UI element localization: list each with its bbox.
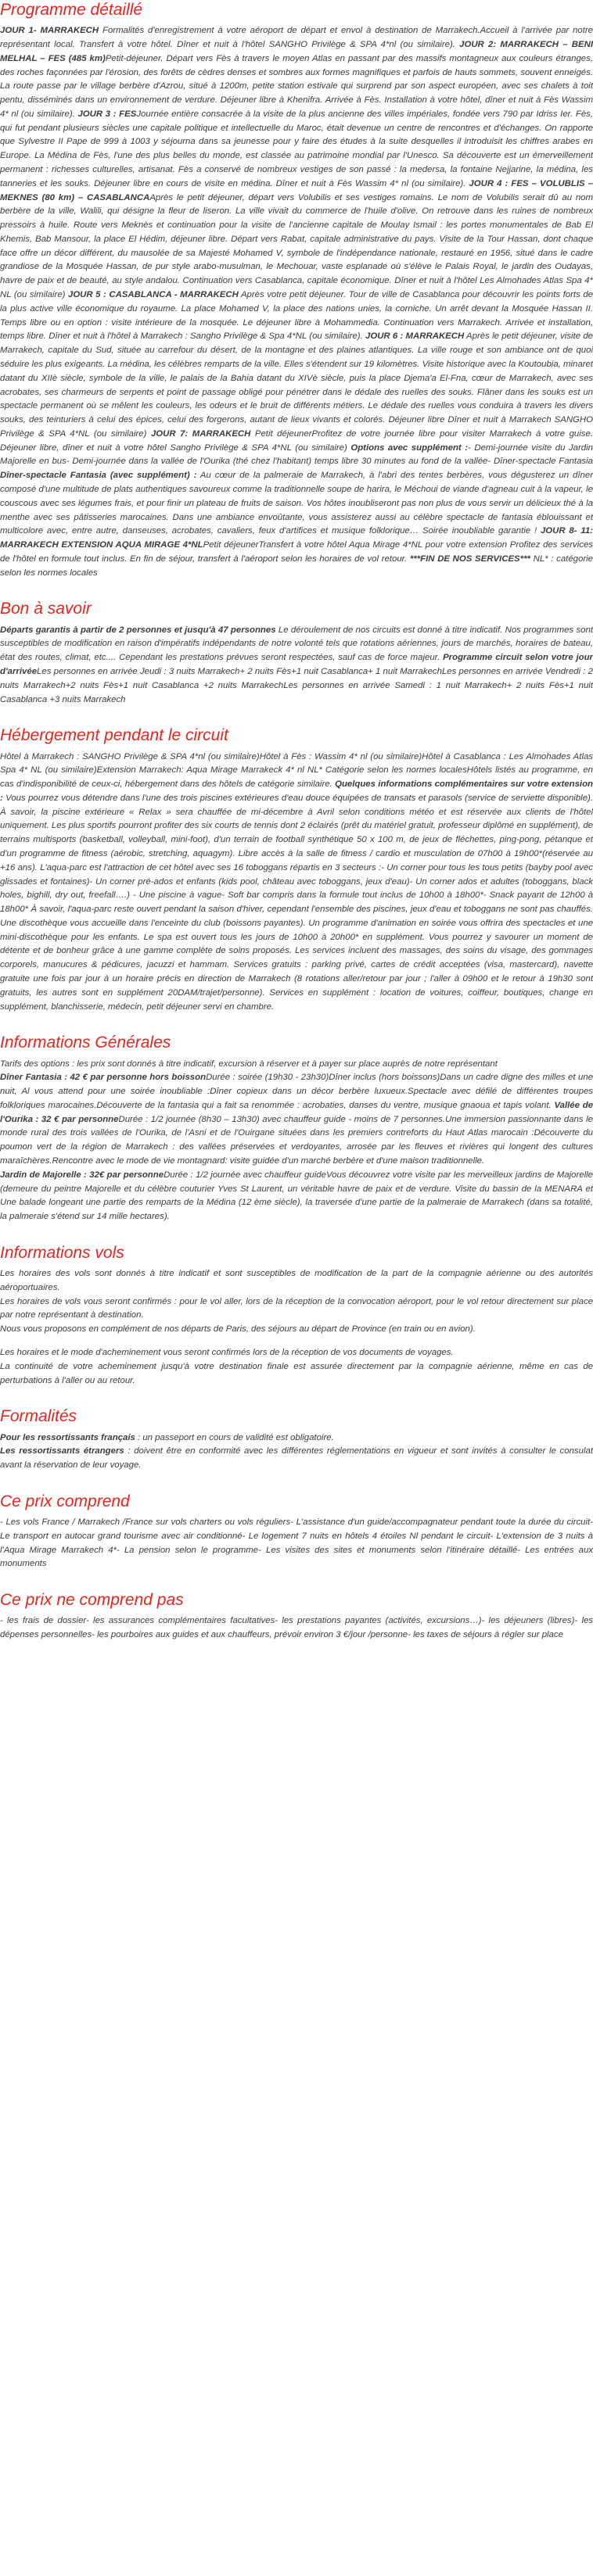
section-title: Bon à savoir xyxy=(0,600,92,618)
text-run: Nous vous proposons en complément de nos départs de Paris, des séjours au départ de Province (en train ou en avion). xyxy=(0,1324,476,1335)
bold-text: JOUR 6 : MARRAKECH xyxy=(365,331,465,342)
text-run: La continuité de votre acheminement jusqu'à votre destination finale est assurée directement par la compagnie aérienne, même en cas de perturbations à l'aller ou au retour. xyxy=(0,1361,593,1385)
bold-text: Vallée de l'Ourika : 32 € par personne xyxy=(0,1100,593,1124)
section-title: Informations Générales xyxy=(0,1034,171,1052)
section-title: Ce prix ne comprend pas xyxy=(0,1591,184,1610)
text-run: Les personnes en arrivée Jeudi : 3 nuits Marrakech+ 2 nuits Fès+1 nuit Casablanca+ 1 nuit MarrakechLes personnes en arrivée Vendredi : 2 nuits Marrakech+2 nuits Fès+1 nuit Casablanca +2 nuits MarrakechLes personnes en arrivée Samedi : 1 nuit Marrakech+ 2 nuits Fès+1 nuit Casablanca +3 nuits Marrakech xyxy=(0,666,593,704)
text-run: : un passeport en cours de validité est obligatoire. xyxy=(135,1432,334,1442)
bold-text: JOUR 7: MARRAKECH xyxy=(150,428,251,439)
text-run: Durée : 1/2 journée (8h30 – 13h30) avec chauffeur guide - moins de 7 personnes.Une immersion passionnante dans le monde rural des trois vallées de l'Ourika, de l'Asni et de l'Ouirgane situées dans les premiers contreforts du Haut Atlas marocain :Découverte du poumon vert de la région de Marrakech : des vallées préservées et verdoyantes, arrosée par les fleuves et rivières qui longent des cultures maraîchères.Rencontre avec le mode de vie montagnard: visite guidée d'un marché berbère et d'une maison traditionnelle. xyxy=(0,1114,593,1166)
text-run: Après le petit déjeuner, visite de Marrakech, capitale du Sud, située au carrefour du désert, de la montagne et des plaines atlantiques. La ville rouge et son ambiance ont de quoi séduire les plus exigeants. La médina, les célèbres remparts de la ville. Elles s'étendent sur 19 kilomètres. Visite historique avec la Koutoubia, minaret datant du XIIè siècle, symbole de la ville, le palais de la Bahia datant du XIVè siècle, puis la place Djema'a El-Fna, cœur de Marrakech, avec ses acrobates, ses charmeurs de serpents et point de passage obligé pour pénétrer dans le dédale des ruelles des souks. Flâner dans les souks est un spectacle permanent où se mêlent les couleurs, les odeurs et le bruit de différents métiers. Le dédale des ruelles vous conduira à travers les divers souks, des teinturiers à celui des épices, celui des forgerons, autant de lieux vivants et colorés. Déjeuner libre Dîner et nuit à Marrakech SANGHO Privilège & SPA 4*NL (ou similaire) xyxy=(0,331,593,439)
bold-text: Dîner-spectacle Fantasia (avec supplément) : xyxy=(0,471,197,481)
section-title: Ce prix comprend xyxy=(0,1492,130,1510)
section-hebergement-pendant-le-circuit xyxy=(0,724,593,1014)
section-title: Informations vols xyxy=(0,1243,124,1262)
section-formalites xyxy=(0,1405,593,1473)
bold-text: JOUR 2: MARRAKECH – BENI MELHAL – FES (485 km) xyxy=(0,39,593,63)
paragraph xyxy=(0,1431,593,1446)
bold-text: Départs garantis à partir de 2 personnes et jusqu'à 47 personnes xyxy=(0,625,279,635)
paragraph xyxy=(0,1169,593,1224)
text-run: Journée entière consacrée à la visite de la plus ancienne des villes impériales, fondée vers 790 par Idriss Ier. Fès, qui fut pendant plusieurs siècles une capitale politique et intellectuelle du Maroc, était devenue un centre de rencontres et d'échanges. On rapporte que Sylvestre II Pape de 999 à 1003 y séjourna dans sa jeunesse pour y faire des études à la suite desquelles il introduisit les chiffres arabes en Europe. La Médina de Fès, l'une des plus belles du monde, est classée au patrimoine mondial par l'Unesco. Sa découverte est un émerveillement permanent : richesses culturelles, artisanat. Fès a conservé de nombreux vestiges de son passé : la medersa, la fontaine Nejjarine, la médina, les tanneries et les souks. Déjeuner libre en cours de visite en médina. Dîner et nuit à Fès Wassim 4* nl (ou similaire). xyxy=(0,109,593,188)
bold-text: JOUR 1- MARRAKECH xyxy=(0,26,102,36)
paragraph xyxy=(0,1516,593,1571)
bold-text: ***FIN DE NOS SERVICES*** xyxy=(409,554,530,564)
text-run: - les frais de dossier- les assurances complémentaires facultatives- les prestations payantes (activités, excursions…)- les déjeuners (libres)- les dépenses personnelles- les pourboires aux guides et aux chauffeurs, prévoir environ 3 €/jour /personne- les taxes de séjours à régler sur place xyxy=(0,1616,593,1640)
text-run: Les horaires des vols sont donnés à titre indicatif et sont susceptibles de modification de la part de la compagnie aérienne ou des autorités aéroportuaires. xyxy=(0,1269,593,1292)
paragraph xyxy=(0,1071,593,1168)
bold-text: JOUR 8- 11: MARRAKECH EXTENSION AQUA MIRAGE 4*NL xyxy=(0,526,593,550)
bold-text: JOUR 5 : CASABLANCA - MARRAKECH xyxy=(67,290,239,300)
paragraph xyxy=(0,624,593,708)
text-run: - Les vols France / Marrakech /France sur vols charters ou vols réguliers- L'assistance d'un guide/accompagnateur pendant toute la durée du circuit- Le transport en autocar grand tourisme avec air conditionné- Le logement 7 nuits en hôtels 4 étoiles Nl pendant le circuit- L'extension de 3 nuits à l'Aqua Mirage Marrakech 4*- La pension selon le programme- Les visites des sites et monuments selon l'itinéraire détaillé- Les entrées aux monuments xyxy=(0,1517,593,1569)
paragraph xyxy=(0,1295,593,1324)
text-run: Durée : 1/2 journée avec chauffeur guideVous découvrez votre visite par les merveilleux jardins de Majorelle (demeure du peintre Majorelle et du célèbre couturier Yves St Laurent, un véritable havre de paix et de verdure. Visite du bassin de la MENARA et Une balade longeant une partie des remparts de la Médina (12 ème siècle), la traversée d'une partie de la palmeraie de Marrakech (dans sa totalité, la palmeraie s'étend sur 14 mille hectares). xyxy=(0,1170,593,1222)
text-run: Après le petit déjeuner, départ vers Volubilis et ses vestiges romains. Le nom de Volubilis serait dû au nom berbère de la ville, Walili, qui désigne la fleur de liseron. La ville vivait du commerce de l'huile d'olive. On retrouve dans les ruines de nombreux pressoirs à huile. Route vers Meknès et continuation pour la visite de l'ancienne capitale de Moulay Ismail : les portes monumentales de Bab El Khemis, Bab Mansour, la place El Hédim, déjeuner libre. Départ vers Rabat, capitale administrative du pays. Visite de la Tour Hassan, dont chaque face offre un décor différent, du mausolée de sa Majesté Mohamed V, symbole de l'indépendance nationale, restauré en 1956, situé dans le cadre grandiose de la Mosquée Hassan, de pur style arabo-musulman, le Mechouar, vaste esplanade où s'élève le Palais Royal, le jardin des Oudayas, havre de paix et de beauté, au style andalou. Continuation vers Casablanca, capitale économique. Dîner et nuit à l'hôtel Les Almohades Atlas Spa 4* NL (ou similaire) xyxy=(0,192,593,300)
paragraph xyxy=(0,24,593,580)
text-run: Petit-déjeuner. Départ vers Fès à travers le moyen Atlas en passant par des massifs montagneux aux couleurs étranges, des roches façonnées par l'érosion, des forêts de cèdres denses et sombres aux formes magnifiques et parfois de hauts sommets, souvent enneigés. La route passe par le village berbère d'Azrou, situé à 1200m, petite station estivale qui surprend par son aspect européen, avec ses chalets à toit pentu, disséminés dans un environnement de verdure. Déjeuner libre à Khenifra. Arrivée à Fès. Installation à votre hôtel, dîner et nuit à Fès Wassim 4* nl (ou similaire). xyxy=(0,53,593,119)
text-run: : doivent être en conformité avec les différentes réglementations en vigueur et sont invités à consulter le consulat avant la réservation de leur voyage. xyxy=(0,1446,593,1471)
bold-text: Dîner Fantasia : 42 € par personne hors boisson xyxy=(0,1073,207,1083)
bold-text: Programme circuit selon votre jour d'arrivée xyxy=(0,653,593,676)
section-informations-vols xyxy=(0,1241,593,1388)
text-run: Formalités d'enregistrement à votre aéroport de départ et envol à destination de Marrakech.Accueil à l'arrivée par notre représentant local. Transfert à votre hôtel. Dîner et nuit à l'hôtel SANGHO Privilège & SPA 4*nl (ou similaire). xyxy=(0,26,593,49)
text-run: Vous pourrez vous détendre dans l'une des trois piscines extérieures d'eau douce équipées de transats et parasols (service de serviette disponible). À savoir, la piscine extérieure « Relax » sera chauffée de mi-décembre à Avril selon conditions météo et est réservée aux clients de l'hôtel uniquement. Les plus sportifs pourront profiter des six courts de tennis dont 2 éclairés (prêt du matériel gratuit, professeur diplômé en supplément), de terrains multisports (basketball, volleyball, mini-foot), d'un terrain de football synthétique 50 x 100 m, de jeux de fléchettes, ping-pong, pétanque et d'un programme de fitness (aérobic, stretching, aquagym). Libre accès à la salle de fitness / cardio et musculation de 07h00 à 19h00*(réservée au +16 ans). L'aqua-parc est l'attraction de cet hôtel avec ses 16 toboggans répartis en 3 secteurs :- Un corner pour tous les tous petits (bayby pool avec glissades et fontaines)- Un corner pré-ados et enfants (kids pool, château avec toboggans, jeux d'eau)- Un corner ados et adultes (toboggans, black holes, bighill, dry out, freefall….) - Une piscine à vague- Soft bar compris dans la formule tout inclus de 10h00 à 18h00*- Snack payant de 12h00 à 18h00* À savoir, l'aqua-parc reste ouvert pendant la saison d'hiver, cependant l'ensemble des piscines, jeux d'eau et toboggans ne sont pas chauffés. Une discothèque vous accueille dans l'enceinte du club (boissons payantes). Un programme d'animation en soirée vous offrira des spectacles et une mini-discothèque pour les enfants. Le spa est ouvert tous les jours de 10h00 à 20h00* en supplément. Vous pourrez y savourer un moment de détente et de bonheur grâce à une gamme complète de soins proposés. Les services incluent des massages, des soins du visage, des gommages corporels, manucures & pédicures, jacuzzi et hammam. Services gratuits : parking privé, cartes de crédit acceptées (visa, mastercard), navette gratuite une fois par jour à un horaire précis en direction de Marrakech (8 rotations aller/retour par jour ; l'aller à 09h00 et le retour à 19h30 sont gratuits, les autres sont en supplément 20DAM/trajet/personne). Services en supplément : location de voitures, coiffeur, boutiques, change en supplément, blanchisserie, médecin, petit déjeuner servi en chambre. xyxy=(0,793,593,1012)
section-title: Formalités xyxy=(0,1407,77,1426)
paragraph xyxy=(0,1445,593,1473)
paragraph xyxy=(0,1323,593,1337)
section-ce-prix-ne-comprend-pas xyxy=(0,1589,593,1643)
bold-text: Pour les ressortissants français xyxy=(0,1432,135,1442)
paragraph xyxy=(0,1346,593,1360)
bold-text: Quelques informations complémentaires sur votre extension : xyxy=(0,779,593,803)
section-bon-a-savoir xyxy=(0,597,593,707)
paragraph xyxy=(0,1614,593,1643)
text-run: NL* : catégorie selon les normes locales xyxy=(0,554,593,578)
paragraph xyxy=(0,1058,593,1072)
text-run: Durée : soirée (19h30 - 23h30)Dîner inclus (hors boissons)Dans un cadre digne des milles et une nuit, Al vous attend pour une soirée inoubliable :Dîner copieux dans un décor berbère luxueux.Spectacle avec défilé de différentes troupes folkloriques marocaines.Découverte de la fantasia qui a fait sa renommée : acrobaties, danses du ventre, musique gnaoua et tapis volant. xyxy=(0,1073,593,1110)
bold-text: JOUR 3 : FES xyxy=(77,109,137,119)
text-run: Tarifs des options : les prix sont donnés à titre indicatif, excursion à réserver et à payer sur place auprès de notre représentant xyxy=(0,1059,498,1069)
section-programme-detaille xyxy=(0,0,593,580)
text-run: Hôtel à Marrakech : SANGHO Privilège & SPA 4*nl (ou similaire)Hôtel à Fès : Wassim 4* nl (ou similaire)Hôtel à Casablanca : Les Almohades Atlas Spa 4* NL (ou similaire)Extension Marrakech: Aqua Mirage Marrakeck 4* nl NL* Catégorie selon les normes localesHôtels listés au programme, en cas d'indisponibilité de ceux-ci, hébergement dans des hôtels de catégorie similaire. xyxy=(0,751,593,790)
text-run: Petit déjeunerProfitez de votre journée libre pour visiter Marrakech à votre guise. Déjeuner libre, dîner et nuit à votre hôtel Sangho Privilège & SPA 4*NL (ou similaire) xyxy=(0,428,593,453)
text-run: - Demi-journée visite du Jardin Majorelle en bus- Demi-journée dans la vallée de l'Ourika (thé chez l'habitant) temps libre 30 minutes au fond de la vallée- Dîner-spectacle Fantasia xyxy=(0,442,593,467)
text-run: Petit déjeunerTransfert à votre hôtel Aqua Mirage 4*NL pour votre extension Profitez des services de l'hôtel en formule tout inclus. En fin de séjour, transfert à l'aéroport selon les horaires de vol retour. xyxy=(0,540,593,564)
bold-text: Options avec supplément : xyxy=(350,442,469,453)
text-run: Au cœur de la palmeraie de Marrakech, à l'abri des tentes berbères, vous dégusterez un dîner composé d'une multitude de plats authentiques savoureux comme la traditionnelle soupe de harira, le Méchoui de viande d'agneau cuit à la vapeur, le couscous avec ses légumes frais, et pour finir un plateau de fruits de saison. Vos hôtes inoubliseront pas non plus de vous servir un délicieux thé à la menthe avec ses pâtisseries marocaines. Dans une ambiance envoûtante, vous assisterez aussi au célèbre spectacle de fantasia éblouissant et multicolore avec, entre autre, danseuses, acrobates, cavaliers, feux d'artifices et musique folklorique… Soirée inoubliable garantie ! xyxy=(0,471,593,536)
paragraph xyxy=(0,1267,593,1295)
section-title: Programme détaillé xyxy=(0,1,143,19)
text-run: Les horaires de vols vous seront confirmés : pour le vol aller, lors de la réception de la convocation aéroport, pour le vol retour directement sur place par notre représentant à destination. xyxy=(0,1296,593,1320)
bold-text: JOUR 4 : FES – VOLUBLIS – MEKNES (80 km) – CASABLANCA xyxy=(0,178,593,202)
section-title: Hébergement pendant le circuit xyxy=(0,726,228,745)
text-run: Après votre petit déjeuner. Tour de ville de Casablanca pour découvrir les points forts de la plus active ville économique du royaume. La place Mohamed V, la place des nations unies, la corniche. Un arrêt devant la Mosquée Hassan II. Temps libre ou en option : visite intérieure de la mosquée. Le déjeuner libre à Mohammedia. Continuation vers Marrakech. Arrivée et installation, temps libre. Dîner et nuit à l'hôtel à Marrakech : Sangho Privilège & Spa 4*NL (ou similaire). xyxy=(0,290,593,342)
paragraph xyxy=(0,751,593,1015)
bold-text: Jardin de Majorelle : 32€ par personne xyxy=(0,1170,164,1180)
section-informations-generales xyxy=(0,1031,593,1224)
bold-text: Les ressortissants étrangers xyxy=(0,1446,124,1456)
paragraph xyxy=(0,1360,593,1388)
text-run: Les horaires et le mode d'acheminement vous seront confirmés lors de la réception de vos documents de voyages. xyxy=(0,1348,454,1357)
text-run: Le déroulement de nos circuits est donné à titre indicatif. Nos programmes sont susceptibles de modification en raison d'impératifs indépendants de notre volonté tels que rotations aériennes, jours de marchés, horaires de bateau, état des routes, climat, etc.... Cependant les prestations prévues seront respectées, sauf cas de force majeur. xyxy=(0,625,593,663)
section-ce-prix-comprend xyxy=(0,1490,593,1571)
